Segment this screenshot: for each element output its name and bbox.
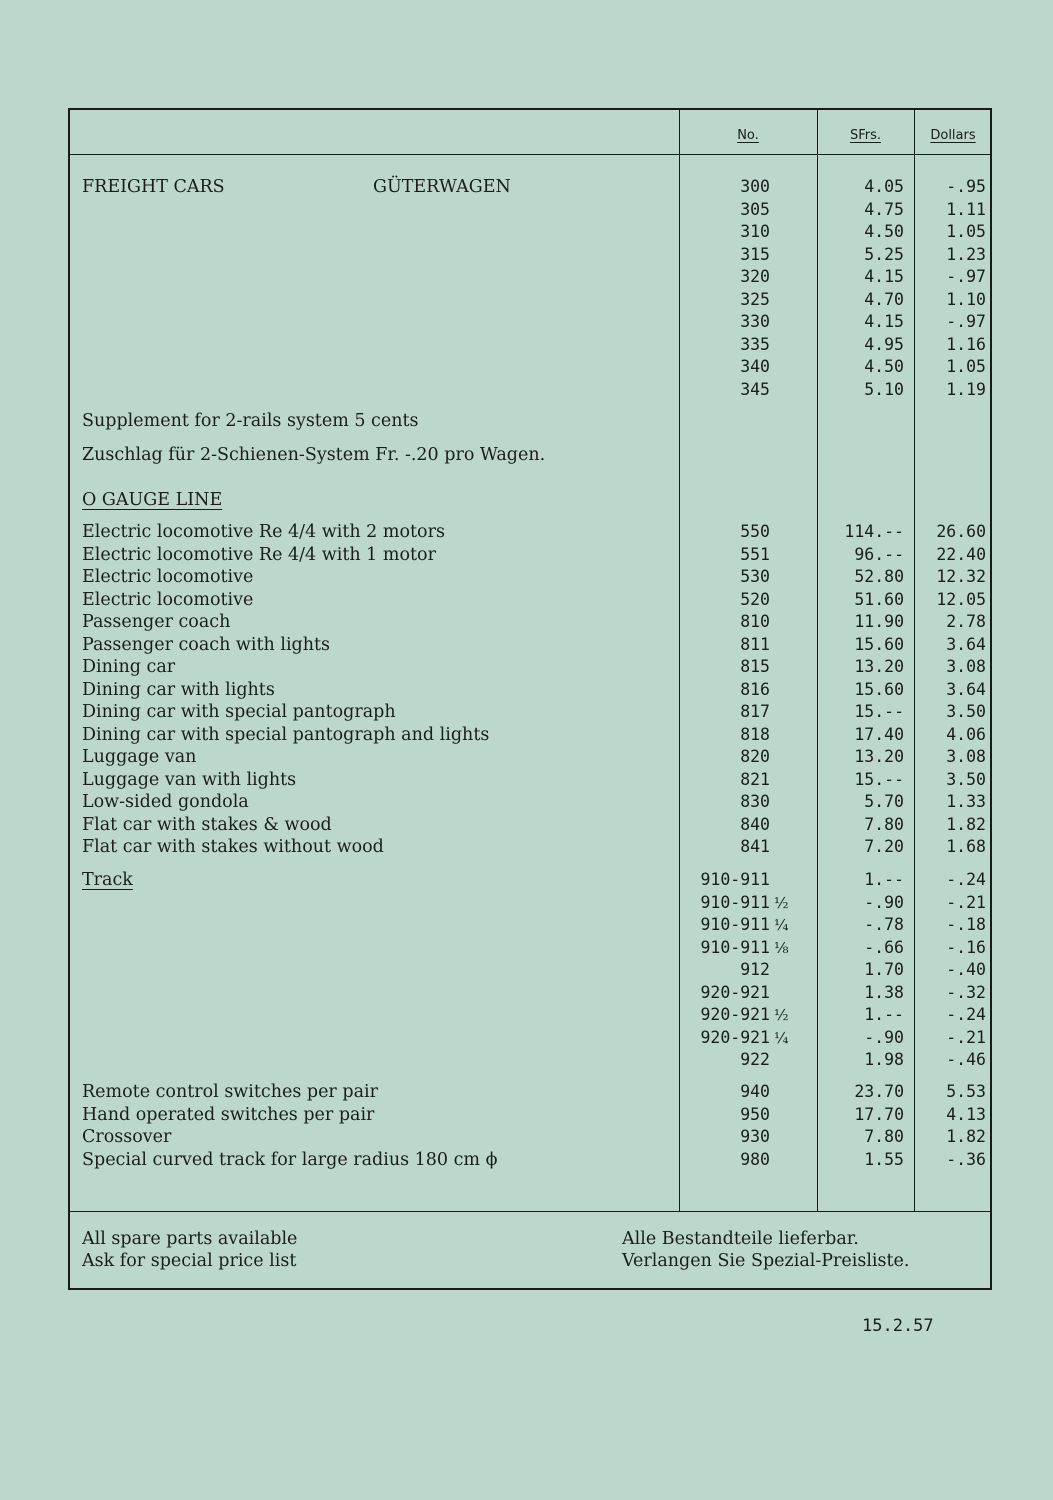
price-sfrs: 23.70 [854, 1082, 904, 1101]
table-row [70, 289, 994, 311]
item-description: Dining car with special pantograph and lights [82, 724, 490, 745]
price-dollars: 5.53 [946, 1082, 986, 1101]
price-sfrs: 1.70 [864, 960, 904, 979]
price-dollars: -.18 [946, 915, 986, 934]
table-row [70, 1004, 994, 1026]
item-fraction: ⅛ [774, 938, 789, 957]
price-dollars: -.36 [946, 1149, 986, 1169]
item-number: 820 [740, 747, 770, 766]
price-sfrs: 7.80 [864, 814, 904, 834]
price-sfrs: 4.05 [864, 177, 904, 196]
price-dollars: -.21 [946, 892, 986, 912]
price-sfrs: -.90 [864, 1027, 904, 1047]
price-sfrs: -.66 [864, 937, 904, 957]
price-sfrs: 13.20 [854, 657, 904, 676]
item-number: 811 [740, 634, 770, 654]
item-number: 550 [740, 522, 770, 541]
item-description: Electric locomotive Re 4/4 with 2 motors [82, 522, 445, 542]
price-sfrs: 51.60 [854, 589, 904, 609]
item-number: 315 [740, 244, 770, 264]
table-row [70, 199, 994, 221]
item-description: Crossover [82, 1127, 172, 1147]
item-number: 920-921 ½ [700, 1005, 789, 1024]
item-number: 815 [740, 657, 770, 676]
price-dollars: 1.05 [946, 222, 986, 241]
header-no: No. [737, 128, 759, 143]
item-description: Luggage van with lights [82, 769, 297, 790]
item-number: 930 [740, 1127, 770, 1146]
table-row [70, 544, 994, 566]
item-number: 910-911 ½ [700, 892, 789, 912]
item-number: 920-921 ¼ [700, 1027, 789, 1047]
supplement-de: Zuschlag für 2-Schienen-System Fr. -.20 pro Wagen. [82, 445, 546, 465]
price-sfrs: 13.20 [854, 747, 904, 766]
price-dollars: 1.23 [946, 244, 986, 264]
table-row [70, 679, 994, 701]
table-row [70, 634, 994, 656]
price-sfrs: 15.-- [854, 769, 904, 789]
header-sfrs: SFrs. [849, 128, 882, 143]
price-dollars: -.21 [946, 1027, 986, 1047]
table-row [70, 444, 994, 466]
item-number: 300 [740, 177, 770, 196]
item-number: 817 [740, 702, 770, 721]
item-number: 950 [740, 1104, 770, 1124]
price-dollars: -.24 [946, 870, 986, 889]
table-row [70, 937, 994, 959]
price-sfrs: 17.40 [854, 724, 904, 744]
price-sfrs: 1.98 [864, 1050, 904, 1069]
price-dollars: 1.19 [946, 379, 986, 399]
section-title-track: Track [82, 870, 133, 890]
table-row [70, 982, 994, 1004]
table-row [70, 769, 994, 791]
item-number: 910-911 [700, 870, 770, 889]
price-sfrs: 5.70 [864, 792, 904, 811]
price-sfrs: 1.55 [864, 1149, 904, 1169]
price-sfrs: 1.-- [864, 1005, 904, 1024]
price-dollars: 3.50 [946, 702, 986, 721]
price-sfrs: 4.95 [864, 334, 904, 354]
table-row [70, 814, 994, 836]
section-title-o-gauge: O GAUGE LINE [82, 490, 223, 510]
table-row [70, 746, 994, 768]
price-dollars: 1.68 [946, 837, 986, 856]
item-description: Dining car [82, 657, 176, 677]
table-row [70, 521, 994, 543]
price-dollars: 1.11 [946, 199, 986, 219]
item-number: 841 [740, 837, 770, 856]
table-row [70, 791, 994, 813]
price-list-table [68, 108, 992, 1290]
item-description: Low-sided gondola [82, 792, 249, 812]
item-description: Special curved track for large radius 180 cm ϕ [82, 1149, 498, 1170]
price-dollars: -.95 [946, 177, 986, 196]
price-sfrs: 15.60 [854, 679, 904, 699]
table-row [70, 914, 994, 936]
item-number: 325 [740, 289, 770, 309]
price-dollars: -.16 [946, 937, 986, 957]
table-row [70, 311, 994, 333]
item-number: 910-911 ⅛ [700, 937, 789, 957]
item-number: 305 [740, 199, 770, 219]
item-number: 310 [740, 222, 770, 241]
freight-title-de: GÜTERWAGEN [373, 177, 511, 197]
price-sfrs: 1.38 [864, 982, 904, 1002]
price-dollars: 1.05 [946, 357, 986, 376]
table-row [70, 410, 994, 432]
item-number: 520 [740, 589, 770, 609]
table-row [70, 611, 994, 633]
table-row [70, 1049, 994, 1071]
item-number: 840 [740, 814, 770, 834]
table-row [70, 589, 994, 611]
price-sfrs: -.78 [864, 915, 904, 934]
item-number: 551 [740, 544, 770, 564]
table-row [70, 176, 994, 198]
table-row [70, 1104, 994, 1126]
item-number: 922 [740, 1050, 770, 1069]
item-number: 335 [740, 334, 770, 354]
footer-en-line2: Ask for special price list [82, 1251, 297, 1271]
item-number: 345 [740, 379, 770, 399]
table-row [70, 701, 994, 723]
table-row [70, 959, 994, 981]
item-number: 816 [740, 679, 770, 699]
price-sfrs: 11.90 [854, 612, 904, 631]
item-description: Flat car with stakes without wood [82, 837, 384, 857]
price-dollars: 3.50 [946, 769, 986, 789]
table-row [70, 221, 994, 243]
table-row [70, 1126, 994, 1148]
header-divider [70, 154, 990, 155]
price-sfrs: 5.10 [864, 379, 904, 399]
price-sfrs: 4.75 [864, 199, 904, 219]
price-dollars: 4.13 [946, 1104, 986, 1124]
item-description: Electric locomotive Re 4/4 with 1 motor [82, 544, 436, 565]
price-dollars: -.40 [946, 960, 986, 979]
item-description: Electric locomotive [82, 567, 254, 587]
price-dollars: 1.10 [946, 289, 986, 309]
price-dollars: -.97 [946, 312, 986, 331]
table-row [70, 724, 994, 746]
item-number: 940 [740, 1082, 770, 1101]
table-row [70, 1081, 994, 1103]
price-sfrs: 15.60 [854, 634, 904, 654]
table-row [70, 869, 994, 891]
price-sfrs: 52.80 [854, 567, 904, 586]
footer-en-line1: All spare parts available [82, 1229, 298, 1249]
price-dollars: 3.64 [946, 679, 986, 699]
document-date: 15.2.57 [862, 1316, 934, 1336]
price-sfrs: 1.-- [864, 870, 904, 889]
price-dollars: 1.82 [946, 814, 986, 834]
price-dollars: 22.40 [936, 544, 986, 564]
table-row [70, 379, 994, 401]
table-row [70, 836, 994, 858]
price-dollars: 1.82 [946, 1127, 986, 1146]
item-description: Dining car with lights [82, 679, 275, 700]
freight-title-en: FREIGHT CARS [82, 177, 225, 197]
price-dollars: 3.64 [946, 634, 986, 654]
price-dollars: 4.06 [946, 724, 986, 744]
item-description: Dining car with special pantograph [82, 702, 396, 722]
price-dollars: -.32 [946, 982, 986, 1002]
supplement-en: Supplement for 2-rails system 5 cents [82, 411, 419, 431]
item-description: Luggage van [82, 747, 197, 767]
item-number: 980 [740, 1149, 770, 1169]
item-fraction: ½ [774, 1006, 789, 1024]
table-row [70, 356, 994, 378]
item-number: 920-921 [700, 982, 770, 1002]
footer-divider [70, 1211, 990, 1212]
price-sfrs: 4.50 [864, 222, 904, 241]
table-row [70, 334, 994, 356]
item-number: 830 [740, 792, 770, 811]
price-dollars: -.97 [946, 267, 986, 286]
item-number: 320 [740, 267, 770, 286]
item-number: 818 [740, 724, 770, 744]
table-row [70, 656, 994, 678]
item-description: Passenger coach with lights [82, 634, 331, 655]
price-sfrs: 5.25 [864, 244, 904, 264]
price-sfrs: 15.-- [854, 702, 904, 721]
table-row [70, 566, 994, 588]
price-dollars: 3.08 [946, 747, 986, 766]
item-number: 821 [740, 769, 770, 789]
price-sfrs: 17.70 [854, 1104, 904, 1124]
price-dollars: 12.05 [936, 589, 986, 609]
price-sfrs: 114.-- [844, 522, 904, 541]
price-dollars: 3.08 [946, 657, 986, 676]
price-dollars: 26.60 [936, 522, 986, 541]
item-number: 340 [740, 357, 770, 376]
item-number: 810 [740, 612, 770, 631]
price-sfrs: 7.80 [864, 1127, 904, 1146]
table-row [70, 892, 994, 914]
item-number: 530 [740, 567, 770, 586]
price-dollars: 12.32 [936, 567, 986, 586]
item-description: Flat car with stakes & wood [82, 814, 332, 835]
price-sfrs: 96.-- [854, 544, 904, 564]
item-number: 912 [740, 960, 770, 979]
table-row [70, 1027, 994, 1049]
item-description: Passenger coach [82, 612, 231, 632]
item-number: 330 [740, 312, 770, 331]
table-row [70, 266, 994, 288]
item-description: Electric locomotive [82, 589, 254, 610]
item-description: Hand operated switches per pair [82, 1104, 375, 1125]
table-row [70, 1149, 994, 1171]
footer-de-line1: Alle Bestandteile lieferbar. [622, 1229, 859, 1249]
price-sfrs: 4.15 [864, 267, 904, 286]
header-dollars: Dollars [930, 128, 976, 143]
item-fraction: ¼ [774, 916, 789, 934]
table-row [70, 489, 994, 511]
item-fraction: ¼ [774, 1028, 789, 1047]
price-dollars: 1.16 [946, 334, 986, 354]
price-sfrs: 4.15 [864, 312, 904, 331]
price-sfrs: -.90 [864, 892, 904, 912]
table-row [70, 244, 994, 266]
price-dollars: 2.78 [946, 612, 986, 631]
item-description: Remote control switches per pair [82, 1082, 378, 1102]
price-sfrs: 7.20 [864, 837, 904, 856]
item-number: 910-911 ¼ [700, 915, 789, 934]
price-sfrs: 4.50 [864, 357, 904, 376]
footer-de-line2: Verlangen Sie Spezial-Preisliste. [622, 1251, 910, 1271]
price-dollars: 1.33 [946, 792, 986, 811]
price-dollars: -.24 [946, 1005, 986, 1024]
item-fraction: ½ [774, 893, 789, 912]
price-dollars: -.46 [946, 1050, 986, 1069]
price-sfrs: 4.70 [864, 289, 904, 309]
